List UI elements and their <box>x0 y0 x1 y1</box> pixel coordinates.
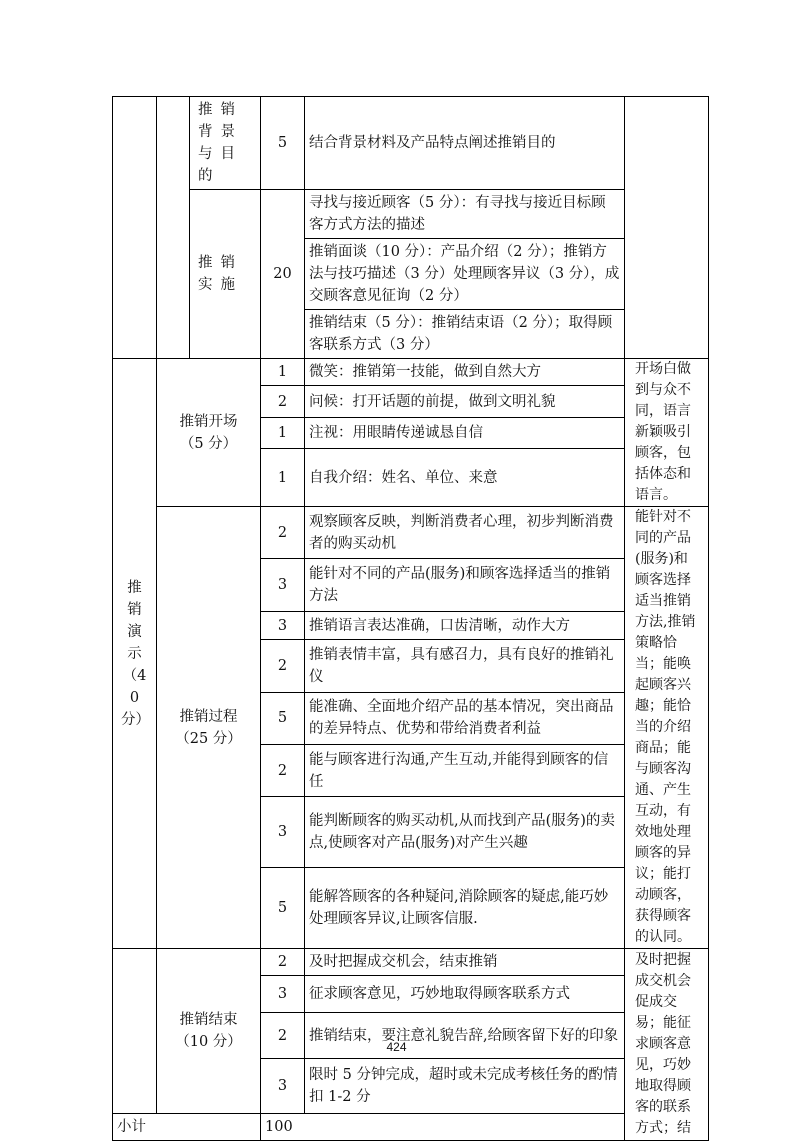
table-row <box>113 359 709 386</box>
item-text: 推销结束（5 分）：推销结束语（2 分）；取得顾客联系方式（3 分） <box>305 310 625 359</box>
section-points: （25 分） <box>175 730 242 747</box>
sub-item-label: 推销背景与目的 <box>190 97 261 190</box>
item-text: 自我介绍：姓名、单位、来意 <box>305 449 625 507</box>
score-cell: 3 <box>261 559 305 611</box>
score-cell: 3 <box>261 976 305 1013</box>
score-cell: 5 <box>261 692 305 744</box>
criteria-cell <box>625 507 709 949</box>
item-text: 结合背景材料及产品特点阐述推销目的 <box>305 97 625 190</box>
item-text: 推销语言表达准确，口齿清晰，动作大方 <box>305 611 625 640</box>
section-label <box>157 507 261 949</box>
section-label <box>157 949 261 1114</box>
item-text: 能针对不同的产品(服务)和顾客选择适当的推销方法 <box>305 559 625 611</box>
score-cell: 20 <box>261 190 305 359</box>
criteria-text: 及时把握成交机会促成交易；能征求顾客意见，巧妙地取得顾客的联系方式；结 <box>635 952 691 1136</box>
page-number: 424 <box>386 1040 407 1054</box>
score-cell: 3 <box>261 797 305 867</box>
item-text: 征求顾客意见，巧妙地取得顾客联系方式 <box>305 976 625 1013</box>
item-text: 观察顾客反映，判断消费者心理，初步判断消费者的购买动机 <box>305 507 625 559</box>
score-cell: 2 <box>261 745 305 797</box>
item-text: 能判断顾客的购买动机,从而找到产品(服务)的卖点,使顾客对产品(服务)对产生兴趣 <box>305 797 625 867</box>
score-cell: 5 <box>261 97 305 190</box>
item-text: 能与顾客进行沟通,产生互动,并能得到顾客的信任 <box>305 745 625 797</box>
score-cell: 1 <box>261 449 305 507</box>
criteria-text: 开场白做到与众不同，语言新颖吸引顾客，包括体态和语言。 <box>635 361 691 503</box>
section-points: （5 分） <box>179 435 238 452</box>
section-name: 推销开场 <box>179 413 238 430</box>
item-text: 推销面谈（10 分）：产品介绍（2 分）；推销方法与技巧描述（3 分）处理顾客异议（3 分），成交顾客意见征询（2 分） <box>305 239 625 310</box>
table-row <box>113 97 709 190</box>
category-label: 推销演示（40分） <box>113 359 157 949</box>
top-right-empty-cell <box>625 97 709 359</box>
top-left-empty-cell <box>113 97 157 359</box>
sub-item-label: 推销实施 <box>190 190 261 359</box>
table-row <box>113 190 709 239</box>
item-text: 微笑：推销第一技能，做到自然大方 <box>305 359 625 386</box>
subtotal-row <box>113 1114 709 1141</box>
score-cell: 3 <box>261 611 305 640</box>
section-name: 推销过程 <box>179 708 238 725</box>
score-cell: 2 <box>261 386 305 417</box>
item-text: 及时把握成交机会，结束推销 <box>305 949 625 976</box>
item-text: 能准确、全面地介绍产品的基本情况，突出商品的差异特点、优势和带给消费者利益 <box>305 692 625 744</box>
table-row <box>113 507 709 559</box>
item-text: 问候：打开话题的前提，做到文明礼貌 <box>305 386 625 417</box>
scoring-table <box>112 96 709 1141</box>
score-cell: 2 <box>261 949 305 976</box>
score-cell: 3 <box>261 1059 305 1114</box>
score-cell: 5 <box>261 867 305 948</box>
top-left-empty-cell-2 <box>157 97 190 359</box>
item-text: 注视：用眼睛传递诚恳自信 <box>305 417 625 448</box>
score-cell: 1 <box>261 359 305 386</box>
item-text: 推销表情丰富，具有感召力，具有良好的推销礼仪 <box>305 640 625 692</box>
score-cell: 2 <box>261 640 305 692</box>
section-points: （10 分） <box>175 1034 242 1050</box>
item-text: 推销结束，要注意礼貌告辞,给顾客留下好的印象 <box>305 1013 625 1059</box>
subtotal-value: 100 <box>261 1114 625 1141</box>
item-text: 限时 5 分钟完成，超时或未完成考核任务的酌情扣 1-2 分 <box>305 1059 625 1114</box>
table-row <box>113 949 709 976</box>
score-cell: 2 <box>261 1013 305 1059</box>
score-cell: 2 <box>261 507 305 559</box>
section-name: 推销结束 <box>179 1012 238 1028</box>
item-text: 能解答顾客的各种疑问,消除顾客的疑虑,能巧妙处理顾客异议,让顾客信服. <box>305 867 625 948</box>
criteria-text: 能针对不同的产品(服务)和顾客选择适当推销方法,推销策略恰当；能唤起顾客兴趣；能恰当的介绍商品；能与顾客沟通、产生互动，有效地处理顾客的异议；能打动顾客，获得顾客的认同。 <box>635 509 696 945</box>
section-label <box>157 359 261 507</box>
subtotal-label: 小计 <box>113 1114 261 1141</box>
item-text: 寻找与接近顾客（5 分）：有寻找与接近目标顾客方式方法的描述 <box>305 190 625 239</box>
empty-category-cell <box>113 949 157 1114</box>
score-cell: 1 <box>261 417 305 448</box>
criteria-cell <box>625 359 709 507</box>
